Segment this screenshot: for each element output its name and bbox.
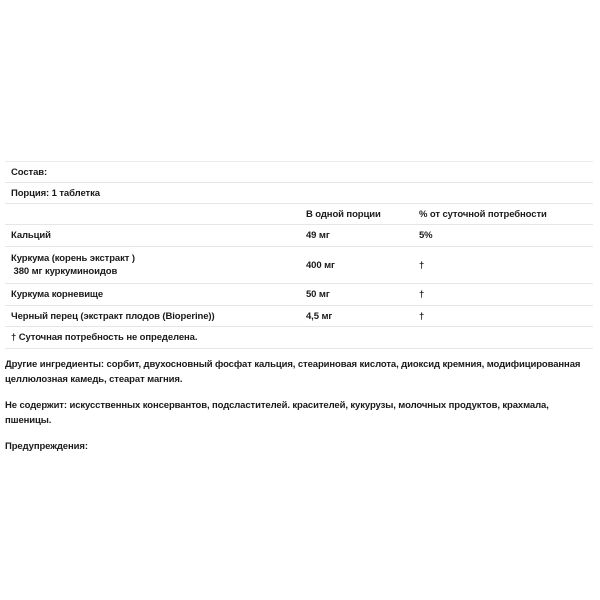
other-ingredients-text: Другие ингредиенты: сорбит, двухосновный фосфат кальция, стеариновая кислота, диоксид кремния, модифицированная целлюлозная камедь, стеарат магния.: [5, 359, 581, 385]
table-row: [5, 284, 593, 306]
supplement-facts-section: [5, 161, 593, 465]
serving-size-label: Порция: 1 таблетка: [5, 183, 593, 204]
ingredient-name: [5, 247, 300, 284]
composition-row: [5, 162, 593, 183]
column-header-ingredient: [5, 204, 300, 225]
ingredient-amount: 400 мг: [300, 247, 413, 284]
ingredient-name: Кальций: [5, 225, 300, 247]
table-row: [5, 225, 593, 247]
ingredient-daily-value: †: [413, 306, 593, 327]
warnings-label: Предупреждения:: [5, 441, 88, 452]
supplement-facts-table: [5, 161, 593, 349]
ingredient-amount: 49 мг: [300, 225, 413, 247]
ingredient-name-line2: 380 мг куркуминоидов: [11, 266, 118, 277]
ingredient-daily-value: †: [413, 247, 593, 284]
ingredient-name: Куркума корневище: [5, 284, 300, 306]
composition-label: Состав:: [5, 162, 593, 183]
daily-value-footnote: † Суточная потребность не определена.: [5, 327, 593, 349]
ingredient-name-line1: Куркума (корень экстракт ): [11, 253, 135, 264]
product-notes: [5, 357, 593, 454]
table-row: [5, 247, 593, 284]
footnote-row: [5, 327, 593, 349]
ingredient-amount: 4,5 мг: [300, 306, 413, 327]
table-header-row: [5, 204, 593, 225]
ingredient-daily-value: †: [413, 284, 593, 306]
column-header-daily-value: % от суточной потребности: [413, 204, 593, 225]
column-header-per-serving: В одной порции: [300, 204, 413, 225]
ingredient-daily-value: 5%: [413, 225, 593, 247]
free-of-text: Не содержит: искусственных консервантов, подсластителей. красителей, кукурузы, молочных продуктов, крахмала, пшеницы.: [5, 400, 549, 426]
table-row: [5, 306, 593, 327]
serving-row: [5, 183, 593, 204]
ingredient-amount: 50 мг: [300, 284, 413, 306]
ingredient-name: Черный перец (экстракт плодов (Bioperine)): [5, 306, 300, 327]
